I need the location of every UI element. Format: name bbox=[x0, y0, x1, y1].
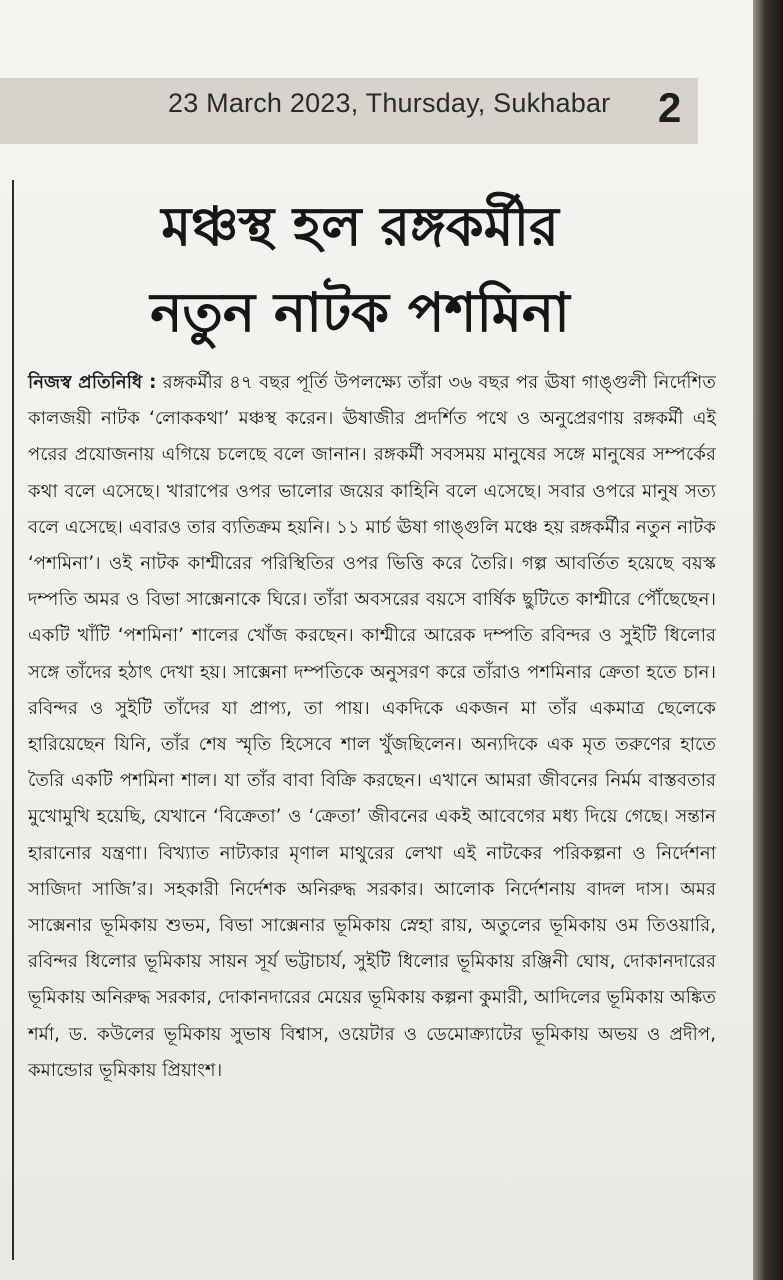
byline: নিজস্ব প্রতিনিধি : bbox=[28, 372, 157, 393]
page-edge-shadow bbox=[753, 0, 783, 1280]
headline-line-2: নতুন নাটক পশমিনা bbox=[150, 281, 570, 344]
column-rule bbox=[12, 180, 14, 1260]
headline-line-1: মঞ্চস্থ হল রঙ্গকর্মীর bbox=[161, 195, 559, 258]
article-body bbox=[28, 365, 716, 1089]
dateline: 23 March 2023, Thursday, Sukhabar bbox=[168, 88, 611, 118]
article-text: রঙ্গকর্মীর ৪৭ বছর পূর্তি উপলক্ষ্যে তাঁরা ৩৬ বছর পর ঊষা গাঙ্গুলী নির্দেশিত কালজয়ী নাটক ‘লোককথা’ মঞ্চস্থ করেন। ঊষাজীর প্রদর্শিত পথে ও অনুপ্রেরণায় রঙ্গকর্মী এই পরের প্রযোজনায় এগিয়ে চলেছে বলে জানান। রঙ্গকর্মী সবসময় মানুষের সঙ্গে মানুষের সম্পর্কের কথা বলে এসেছে। খারাপের ওপর ভালোর জয়ের কাহিনি বলে এসেছে। সবার ওপরে মানুষ সত্য বলে এসেছে। এবারও তার ব্যতিক্রম হয়নি। ১১ মার্চ ঊষা গাঙ্গুলি মঞ্চে হয় রঙ্গকর্মীর নতুন নাটক ‘পশমিনা’। ওই নাটক কাশ্মীরের পরিস্থিতির ওপর ভিত্তি করে তৈরি। গল্প আবর্তিত হয়েছে বয়স্ক দম্পতি অমর ও বিভা সাক্সেনাকে ঘিরে। তাঁরা অবসরের বয়সে বার্ষিক ছুটিতে কাশ্মীরে পৌঁছেছেন। একটি খাঁটি ‘পশমিনা’ শালের খোঁজ করছেন। কাশ্মীরে আরেক দম্পতি রবিন্দর ও সুইটি ধিলোর সঙ্গে তাঁদের হঠাৎ দেখা হয়। সাক্সেনা দম্পতিকে অনুসরণ করে তাঁরাও পশমিনার ক্রেতা হতে চান। রবিন্দর ও সুইটি তাঁদের যা প্রাপ্য, তা পায়। একদিকে একজন মা তাঁর একমাত্র ছেলেকে হারিয়েছেন যিনি, তাঁর শেষ স্মৃতি হিসেবে শাল খুঁজছিলেন। অন্যদিকে এক মৃত তরুণের হাতে তৈরি একটি পশমিনা শাল। যা তাঁর বাবা বিক্রি করছেন। এখানে আমরা জীবনের নির্মম বাস্তবতার মুখোমুখি হয়েছি, যেখানে ‘বিক্রেতা’ ও ‘ক্রেতা’ জীবনের একই আবেগের মধ্য দিয়ে গেছে। সন্তান হারানোর যন্ত্রণা। বিখ্যাত নাট্যকার মৃণাল মাথুরের লেখা এই নাটকের পরিকল্পনা ও নির্দেশনা সাজিদা সাজি’র। সহকারী নির্দেশক অনিরুদ্ধ সরকার। আলোক নির্দেশনায় বাদল দাস। অমর সাক্সেনার ভূমিকায় শুভম, বিভা সাক্সেনার ভূমিকায় স্নেহা রায়, অতুলের ভূমিকায় ওম তিওয়ারি, রবিন্দর ধিলোর ভূমিকায় সায়ন সূর্য ভট্টাচার্য, সুইটি ধিলোর ভূমিকায় রঞ্জিনী ঘোষ, দোকানদারের ভূমিকায় অনিরুদ্ধ সরকার, দোকানদারের মেয়ের ভূমিকায় কল্পনা কুমারী, আদিলের ভূমিকায় অঙ্কিত শর্মা, ড. কউলের ভূমিকায় সুভাষ বিশ্বাস, ওয়েটার ও ডেমোক্র্যাটের ভূমিকায় অভয় ও প্রদীপ, কমান্ডোর ভূমিকায় প্রিয়াংশ। bbox=[28, 372, 717, 1081]
page-number: 2 bbox=[658, 84, 682, 131]
